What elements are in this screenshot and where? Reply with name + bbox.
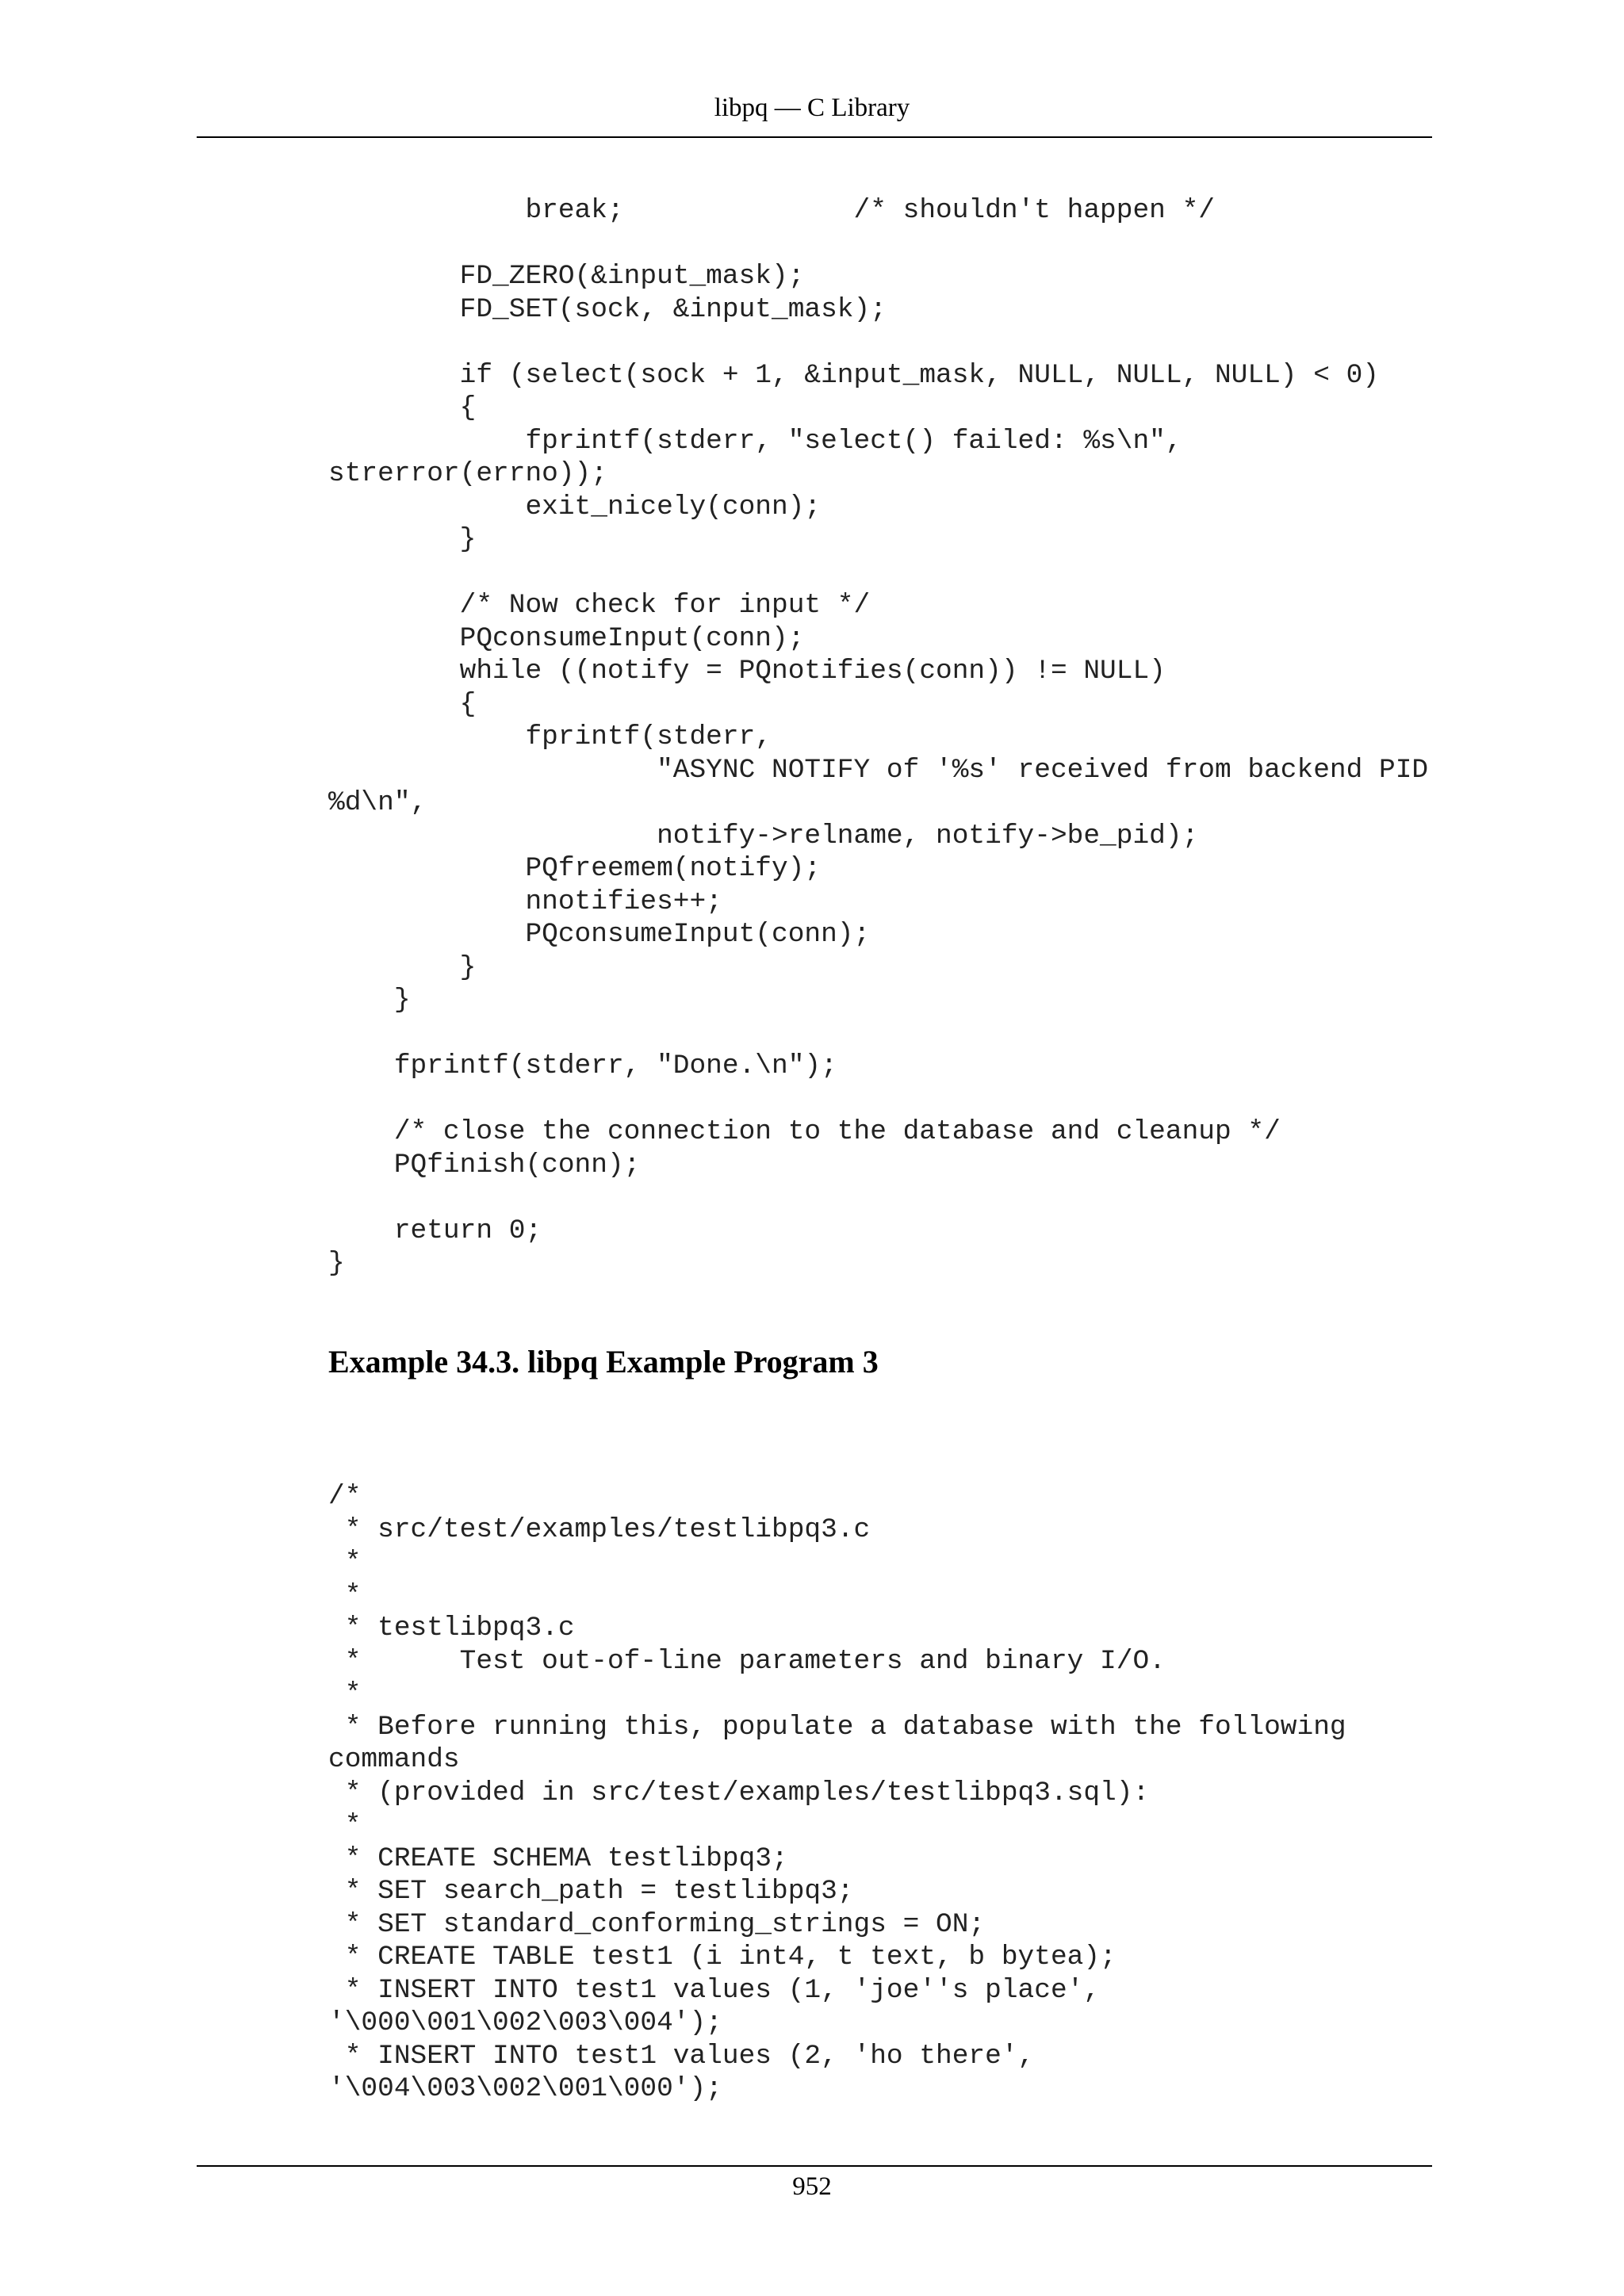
code-line: *: [328, 1810, 362, 1841]
code-line: '\000\001\002\003\004');: [328, 2007, 722, 2038]
code-line: nnotifies++;: [328, 886, 722, 917]
code-line: {: [328, 688, 477, 720]
code-line: *: [328, 1678, 362, 1709]
code-line: * Before running this, populate a database with the following: [328, 1711, 1346, 1743]
code-line: {: [328, 392, 477, 423]
code-line: }: [328, 985, 411, 1016]
code-line: * Test out-of-line parameters and binary I/O.: [328, 1645, 1166, 1677]
code-line: [328, 1017, 1428, 1050]
code-line: if (select(sock + 1, &input_mask, NULL, NULL, NULL) < 0): [328, 359, 1380, 391]
code-line: * CREATE TABLE test1 (i int4, t text, b bytea);: [328, 1942, 1116, 1973]
code-listing-continued: [328, 194, 1428, 1280]
code-line: [328, 228, 1428, 261]
code-line: * CREATE SCHEMA testlibpq3;: [328, 1843, 788, 1874]
page-number: 952: [792, 2172, 832, 2201]
code-line: * testlibpq3.c: [328, 1613, 575, 1644]
code-line: "ASYNC NOTIFY of '%s' received from backend PID: [328, 754, 1429, 786]
code-line: * SET search_path = testlibpq3;: [328, 1876, 854, 1907]
code-line: * src/test/examples/testlibpq3.c: [328, 1513, 871, 1545]
code-line: commands: [328, 1744, 460, 1775]
code-line: notify->relname, notify->be_pid);: [328, 820, 1199, 851]
code-line: *: [328, 1579, 362, 1611]
code-line: }: [328, 1248, 345, 1279]
code-listing-example-3: [328, 1480, 1346, 2106]
code-line: PQfreemem(notify);: [328, 853, 822, 884]
code-line: * (provided in src/test/examples/testlibpq3.sql):: [328, 1777, 1150, 1808]
code-line: /* close the connection to the database and cleanup */: [328, 1116, 1281, 1147]
code-line: PQconsumeInput(conn);: [328, 919, 871, 950]
code-line: PQfinish(conn);: [328, 1149, 641, 1181]
code-line: strerror(errno));: [328, 458, 607, 489]
code-line: break; /* shouldn't happen */: [328, 195, 1215, 226]
header-rule: [197, 136, 1432, 138]
code-line: * INSERT INTO test1 values (2, 'ho there',: [328, 2040, 1035, 2072]
code-line: * SET standard_conforming_strings = ON;: [328, 1908, 986, 1940]
code-line: exit_nicely(conn);: [328, 491, 822, 522]
code-line: '\004\003\002\001\000');: [328, 2073, 722, 2104]
code-line: [328, 326, 1428, 359]
code-line: /*: [328, 1481, 362, 1512]
footer-rule: [197, 2165, 1432, 2167]
code-line: [328, 557, 1428, 590]
code-line: *: [328, 1547, 362, 1578]
code-line: fprintf(stderr,: [328, 721, 772, 752]
code-line: [328, 1083, 1428, 1116]
code-line: PQconsumeInput(conn);: [328, 622, 805, 654]
code-line: FD_SET(sock, &input_mask);: [328, 293, 887, 325]
code-line: fprintf(stderr, "Done.\n");: [328, 1050, 837, 1081]
code-line: return 0;: [328, 1215, 542, 1246]
running-header-title: libpq — C Library: [714, 94, 910, 122]
code-line: %d\n",: [328, 787, 427, 818]
code-line: fprintf(stderr, "select() failed: %s\n",: [328, 425, 1182, 457]
code-line: /* Now check for input */: [328, 590, 871, 621]
code-line: FD_ZERO(&input_mask);: [328, 261, 805, 292]
code-line: }: [328, 524, 477, 555]
example-heading: Example 34.3. libpq Example Program 3: [328, 1344, 879, 1380]
code-line: }: [328, 951, 477, 983]
code-line: while ((notify = PQnotifies(conn)) != NULL): [328, 656, 1166, 687]
code-line: * INSERT INTO test1 values (1, 'joe''s place',: [328, 1974, 1101, 2006]
code-line: [328, 1181, 1428, 1215]
